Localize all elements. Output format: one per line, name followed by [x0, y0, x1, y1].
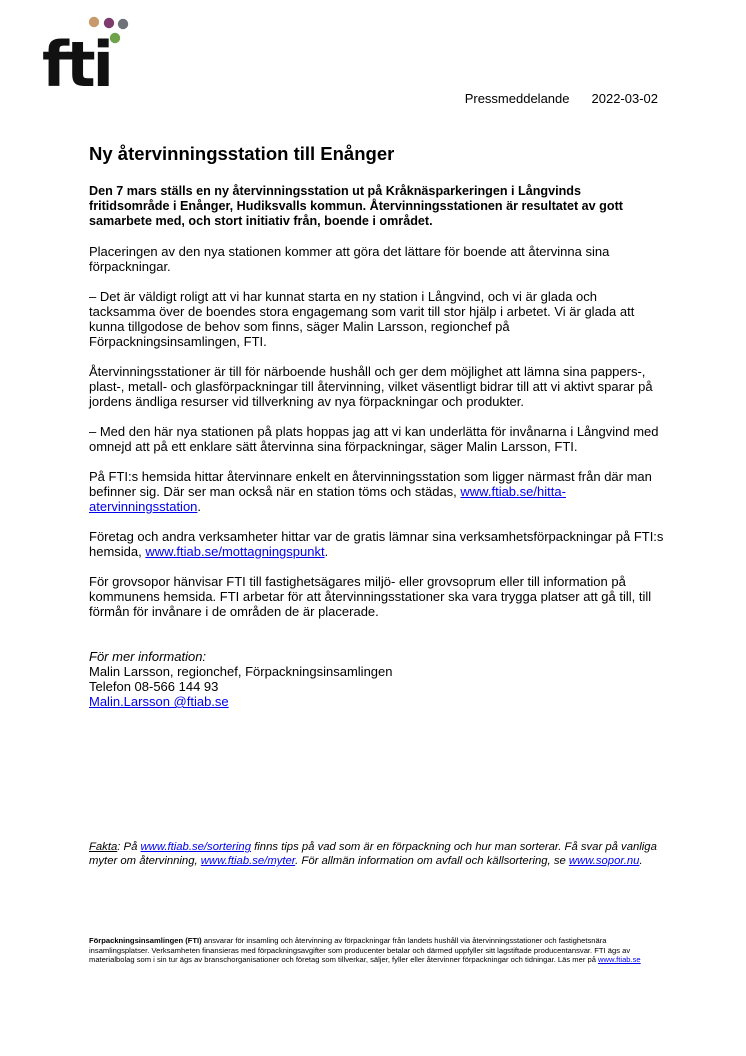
fakta-note: Fakta: På www.ftiab.se/sortering finns tips på vad som är en förpackning och hur man sorterar. Få svar på vanliga myter om återvinning, www.ftiab.se/myter. För allmän information om avfall och källsortering, se www.sopor.nu. — [89, 841, 657, 867]
mottagningspunkt-link[interactable]: www.ftiab.se/mottagningspunkt — [145, 544, 325, 559]
footer-link[interactable]: www.ftiab.se — [598, 955, 641, 964]
contact-block — [89, 649, 664, 709]
paragraph-1: Placeringen av den nya stationen kommer att göra det lättare för boende att återvinna sina förpackningar. — [89, 244, 610, 274]
hitta-station-link[interactable]: www.ftiab.se/hitta-atervinningsstation — [89, 484, 566, 514]
contact-email-link[interactable]: Malin.Larsson @ftiab.se — [89, 694, 229, 709]
myter-link[interactable]: www.ftiab.se/myter — [200, 855, 296, 867]
logo-dot-4 — [110, 33, 120, 43]
article-body — [89, 184, 664, 709]
release-date: 2022-03-02 — [591, 91, 658, 106]
contact-label: För mer information: — [89, 649, 207, 664]
footer-org: Förpackningsinsamlingen (FTI) — [89, 936, 202, 945]
fti-logo — [42, 14, 132, 94]
paragraph-2: – Det är väldigt roligt att vi har kunnat starta en ny station i Långvind, och vi är glada och tacksamma över de boendes stora engagemang som varit till stor hjälp i arbetet. Vi är glada att kunna tillgodose de behov som finns, säger Malin Larsson, regionchef på Förpackningsinsamlingen, FTI. — [89, 289, 635, 349]
logo-dot-3 — [118, 19, 128, 29]
paragraph-5: På FTI:s hemsida hittar återvinnare enkelt en återvinningsstation som ligger närmast från där man befinner sig. Där ser man också när en station töms och städas, www.ftiab.se/hitta-atervinningsstation. — [89, 469, 652, 514]
logo-text: fti — [42, 28, 111, 94]
contact-phone: Telefon 08-566 144 93 — [89, 679, 219, 694]
contact-name: Malin Larsson, regionchef, Förpackningsinsamlingen — [89, 664, 393, 679]
fakta-label: Fakta — [89, 841, 118, 853]
paragraph-6: Företag och andra verksamheter hittar var de gratis lämnar sina verksamhetsförpackningar på FTI:s hemsida, www.ftiab.se/mottagningspunkt. — [89, 529, 664, 559]
paragraph-7: För grovsopor hänvisar FTI till fastighetsägares miljö- eller grovsoprum eller till information på kommunens hemsida. FTI arbetar för att återvinningsstationer ska vara trygga platser att gå till, till förmån för invånare i de områden de är placerade. — [89, 574, 652, 619]
logo-dot-2 — [104, 18, 114, 28]
footer-text: ansvarar för insamling och återvinning av förpackningar från landets hushåll via återvinningsstationer och fastighetsnära insamlingsplatser. Verksamheten finansieras med förpackningsavgifter som producenter betalar och därmed uppfyller sitt lagstiftade producentansvar. FTI ägs av materialbolag som i sin tur ägs av branschorganisationer och företag som tillverkar, säljer, fyller eller återvinner förpackningar och tidningar. Läs mer på — [89, 936, 631, 964]
paragraph-3: Återvinningsstationer är till för närboende hushåll och ger dem möjlighet att lämna sina pappers-, plast-, metall- och glasförpackningar till återvinning, vilket väsentligt bidrar till att vi aktivt sparar på jordens ändliga resurser vid tillverkning av nya förpackningar och produkter. — [89, 364, 653, 409]
doc-type: Pressmeddelande — [464, 91, 570, 106]
sortering-link[interactable]: www.ftiab.se/sortering — [140, 841, 252, 853]
sopor-link[interactable]: www.sopor.nu — [568, 855, 640, 867]
paragraph-4: – Med den här nya stationen på plats hoppas jag att vi kan underlätta för invånarna i Långvind med omnejd att på ett enklare sätt återvinna sina förpackningar, säger Malin Larsson, FTI. — [89, 424, 659, 454]
logo-dot-1 — [89, 17, 99, 27]
footer-about — [89, 936, 649, 965]
lead-paragraph: Den 7 mars ställs en ny återvinningsstation ut på Kråknäsparkeringen i Långvinds fritidsområde i Enånger, Hudiksvalls kommun. Återvinningsstationen är resultatet av gott samarbete med, och stort initiativ från, boende i området. — [89, 184, 623, 228]
dateline — [465, 91, 658, 106]
page-title: Ny återvinningsstation till Enånger — [89, 143, 395, 164]
